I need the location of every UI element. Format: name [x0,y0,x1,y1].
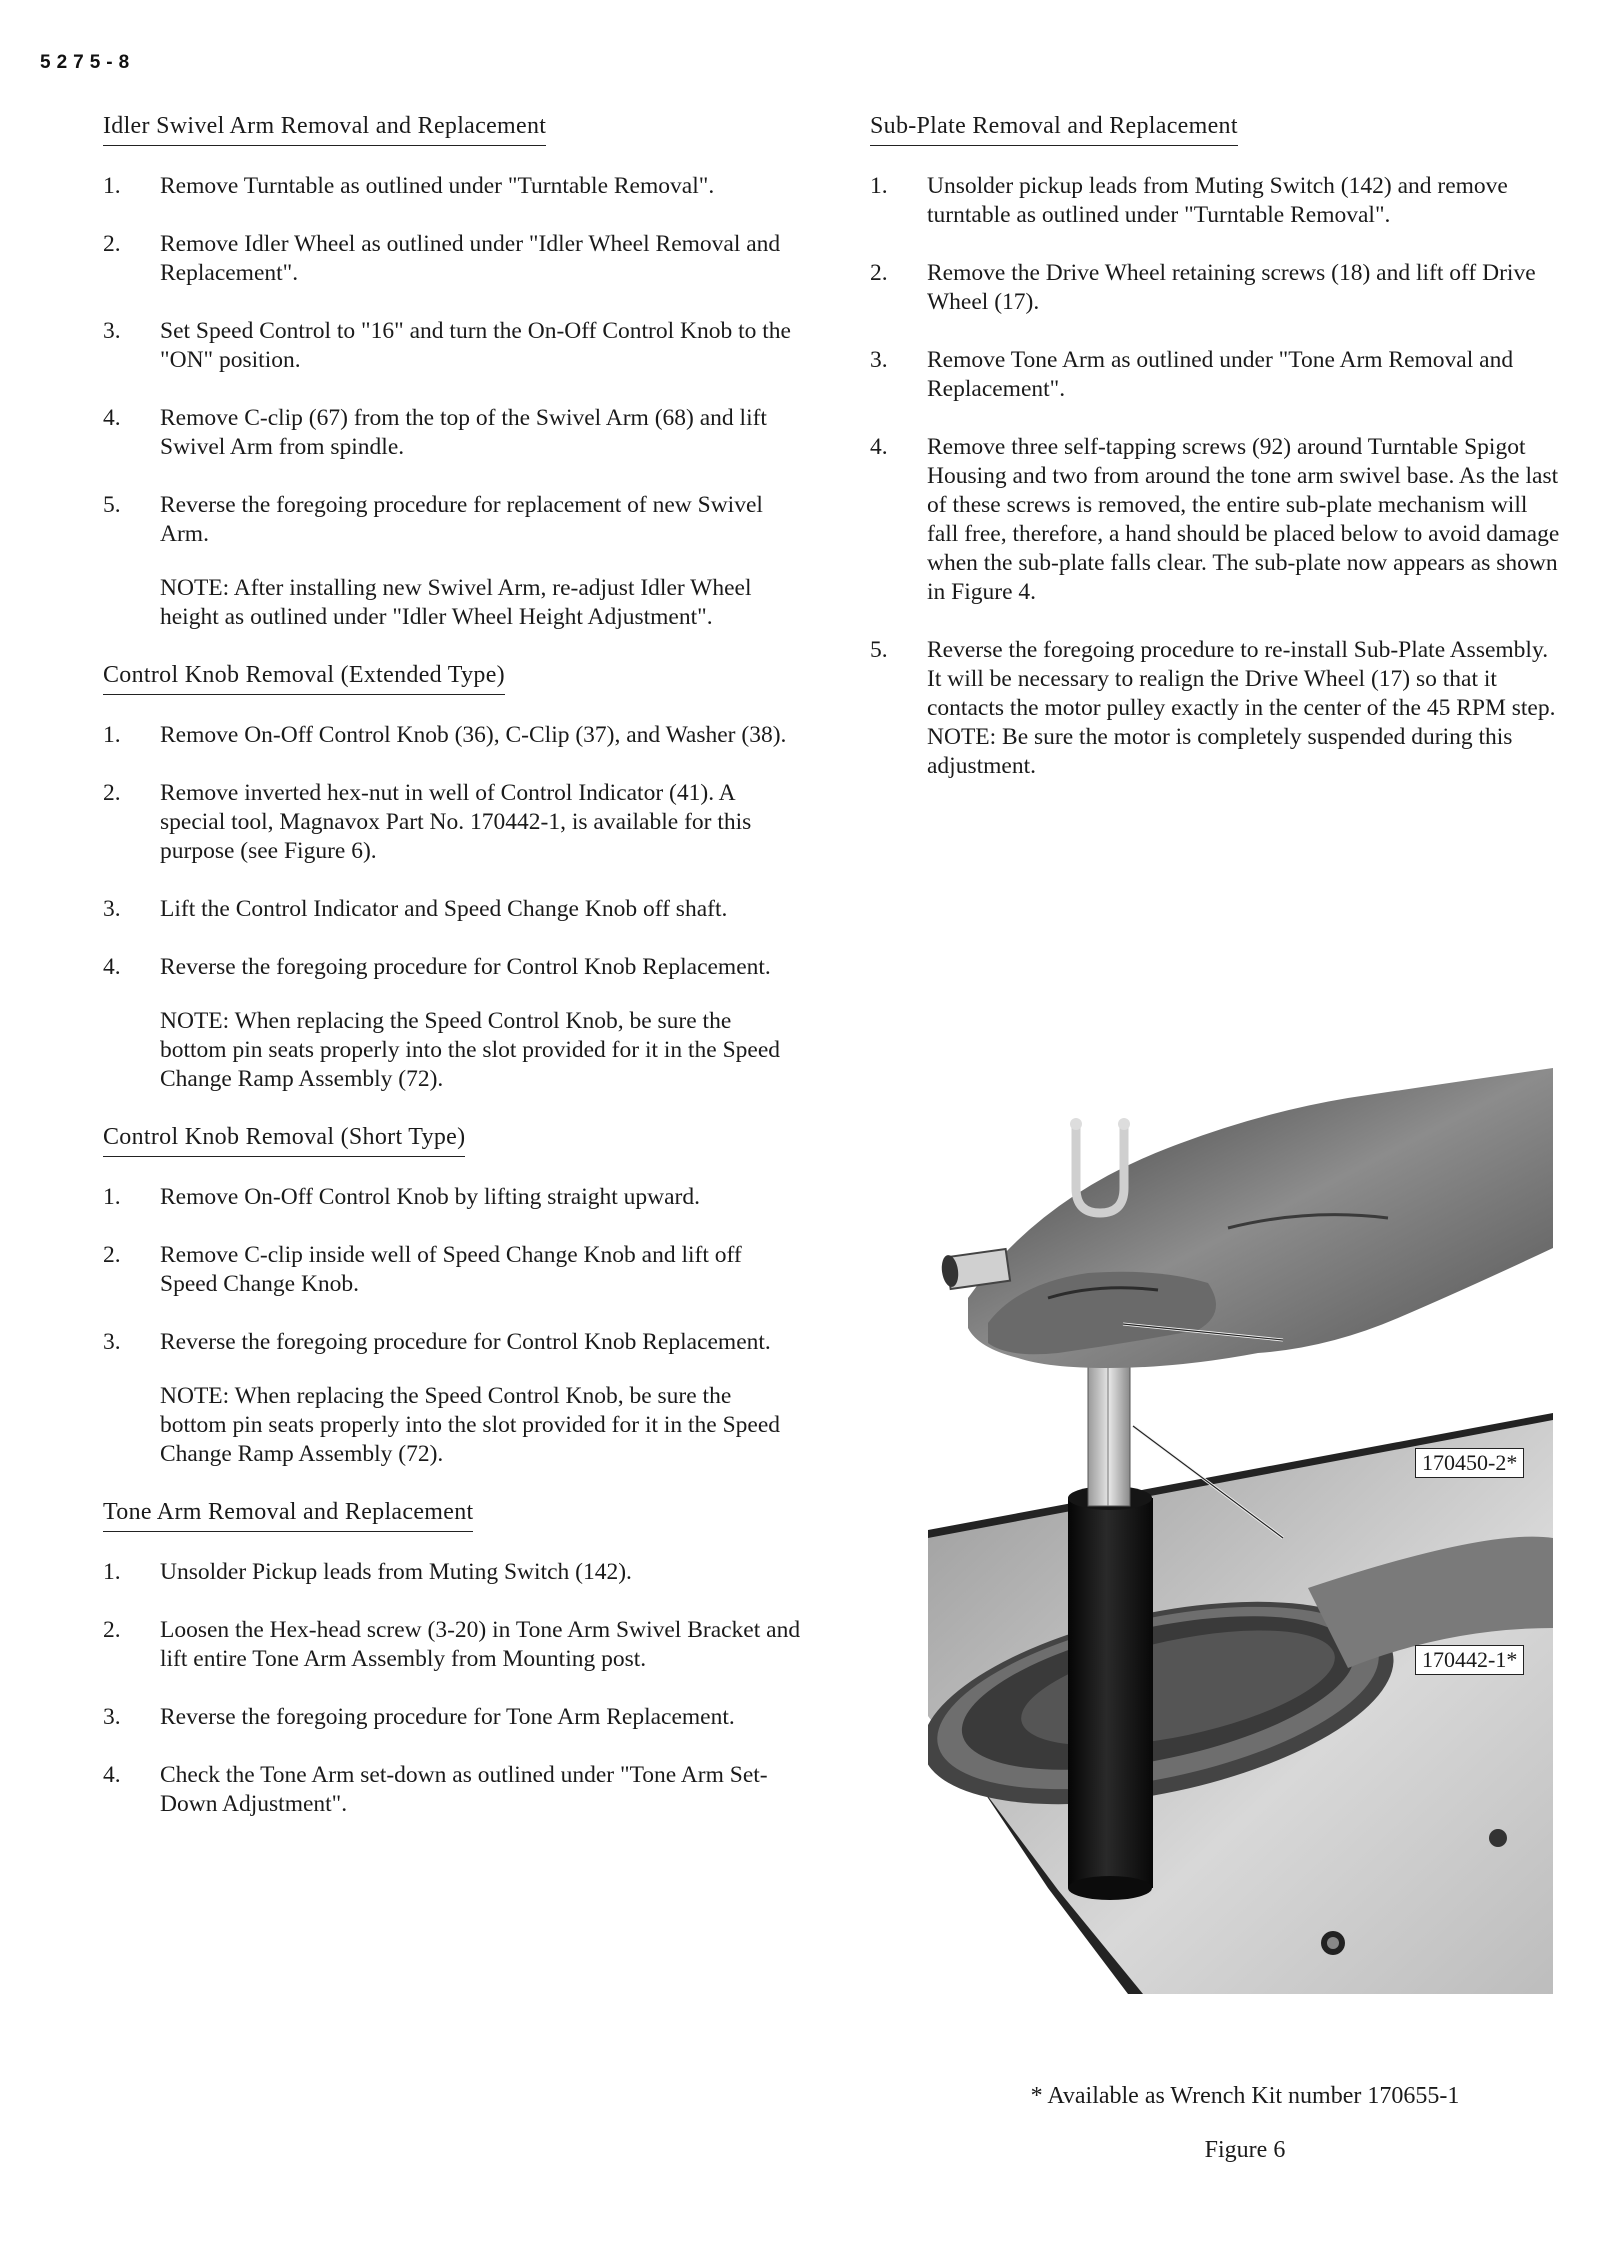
step-text: Remove three self-tapping screws (92) around Turntable Spigot Housing and two from around the tone arm swivel base. As the last of these screws is removed, the entire sub-plate mechanism will fall free, therefore, a hand should be placed below to avoid damage when the sub-plate falls clear. The sub-plate now appears as shown in Figure 4. [927,434,1560,605]
note-text: NOTE: When replacing the Speed Control Knob, be sure the bottom pin seats properly into the slot provided for it in the Speed Change Ramp Assembly (72). [160,1008,781,1092]
step-text: Unsolder pickup leads from Muting Switch (142) and remove turntable as outlined under "Turntable Removal". [927,173,1508,228]
step-item [103,1183,803,1212]
step-item [103,1241,803,1299]
step-list [103,1183,803,1357]
step-number: 1. [870,173,888,199]
step-text: Reverse the foregoing procedure for replacement of new Swivel Arm. [160,492,763,547]
step-number: 3. [103,1704,121,1730]
step-item [103,1703,803,1732]
step-number: 1. [103,722,121,748]
step-text: Remove C-clip inside well of Speed Change Knob and lift off Speed Change Knob. [160,1242,742,1297]
step-text: Remove On-Off Control Knob by lifting straight upward. [160,1184,700,1210]
left-column [103,112,803,1848]
note-text: NOTE: When replacing the Speed Control Knob, be sure the bottom pin seats properly into the slot provided for it in the Speed Change Ramp Assembly (72). [160,1383,781,1467]
step-item [103,721,803,750]
section-tone-arm [103,1498,803,1819]
step-number: 4. [103,405,121,431]
step-text: Remove On-Off Control Knob (36), C-Clip (37), and Washer (38). [160,722,787,748]
step-item [103,491,803,549]
step-item [103,779,803,866]
section-idler-swivel-arm [103,112,803,632]
right-column [870,112,1560,810]
step-number: 2. [870,260,888,286]
section-heading: Sub-Plate Removal and Replacement [870,112,1238,146]
step-item [870,172,1560,230]
step-number: 5. [870,637,888,663]
step-number: 4. [870,434,888,460]
step-text: Remove the Drive Wheel retaining screws (18) and lift off Drive Wheel (17). [927,260,1536,315]
step-text: Reverse the foregoing procedure for Control Knob Replacement. [160,1329,771,1355]
step-item [103,953,803,982]
step-item [870,636,1560,781]
step-item [103,1328,803,1357]
step-number: 3. [103,1329,121,1355]
figure-photo [928,1068,1553,1994]
step-number: 3. [103,896,121,922]
step-text: Unsolder Pickup leads from Muting Switch (142). [160,1559,632,1585]
section-heading: Control Knob Removal (Extended Type) [103,661,505,695]
step-item [870,346,1560,404]
section-control-knob-short [103,1123,803,1469]
section-heading: Control Knob Removal (Short Type) [103,1123,465,1157]
step-item [103,404,803,462]
step-number: 5. [103,492,121,518]
step-list [103,172,803,549]
step-text: Lift the Control Indicator and Speed Change Knob off shaft. [160,896,728,922]
step-number: 1. [103,173,121,199]
section-control-knob-extended [103,661,803,1094]
step-item [103,895,803,924]
step-text: Set Speed Control to "16" and turn the On-Off Control Knob to the "ON" position. [160,318,791,373]
step-text: Remove Turntable as outlined under "Turntable Removal". [160,173,715,199]
wrench-photo-illustration [928,1068,1553,1994]
step-text: Reverse the foregoing procedure for Tone Arm Replacement. [160,1704,735,1730]
step-number: 2. [103,780,121,806]
step-item [103,1616,803,1674]
step-item [870,433,1560,607]
part-label-170450-2: 170450-2* [1415,1448,1524,1478]
step-list [103,721,803,982]
step-item [103,230,803,288]
step-text: Loosen the Hex-head screw (3-20) in Tone Arm Swivel Bracket and lift entire Tone Arm Assembly from Mounting post. [160,1617,801,1672]
step-text: Remove C-clip (67) from the top of the Swivel Arm (68) and lift Swivel Arm from spindle. [160,405,767,460]
figure-footnote: * Available as Wrench Kit number 170655-1 [1030,2083,1460,2109]
step-item [870,259,1560,317]
figure-caption: Figure 6 [1204,2137,1286,2163]
step-text: Reverse the foregoing procedure to re-install Sub-Plate Assembly. It will be necessary to realign the Drive Wheel (17) so that it contacts the motor pulley exactly in the center of the 45 RPM step. NOTE: Be sure the motor is completely suspended during this adjustment. [927,637,1556,779]
step-list [103,1558,803,1819]
step-text: Check the Tone Arm set-down as outlined under "Tone Arm Set-Down Adjustment". [160,1762,768,1817]
step-number: 3. [870,347,888,373]
note-text: NOTE: After installing new Swivel Arm, re-adjust Idler Wheel height as outlined under "Idler Wheel Height Adjustment". [160,575,752,630]
section-heading: Idler Swivel Arm Removal and Replacement [103,112,546,146]
part-label-170442-1: 170442-1* [1415,1645,1524,1675]
step-item [103,1558,803,1587]
step-number: 2. [103,231,121,257]
step-text: Reverse the foregoing procedure for Control Knob Replacement. [160,954,771,980]
step-number: 2. [103,1617,121,1643]
step-item [103,172,803,201]
step-text: Remove inverted hex-nut in well of Control Indicator (41). A special tool, Magnavox Part No. 170442-1, is available for this purpose (see Figure 6). [160,780,752,864]
step-list [870,172,1560,781]
step-item [103,1761,803,1819]
step-number: 3. [103,318,121,344]
step-text: Remove Idler Wheel as outlined under "Idler Wheel Removal and Replacement". [160,231,781,286]
step-number: 1. [103,1559,121,1585]
step-text: Remove Tone Arm as outlined under "Tone Arm Removal and Replacement". [927,347,1514,402]
section-sub-plate [870,112,1560,781]
step-number: 4. [103,954,121,980]
step-item [103,317,803,375]
step-number: 1. [103,1184,121,1210]
page-code: 5275-8 [40,52,136,73]
section-heading: Tone Arm Removal and Replacement [103,1498,473,1532]
step-number: 2. [103,1242,121,1268]
step-number: 4. [103,1762,121,1788]
